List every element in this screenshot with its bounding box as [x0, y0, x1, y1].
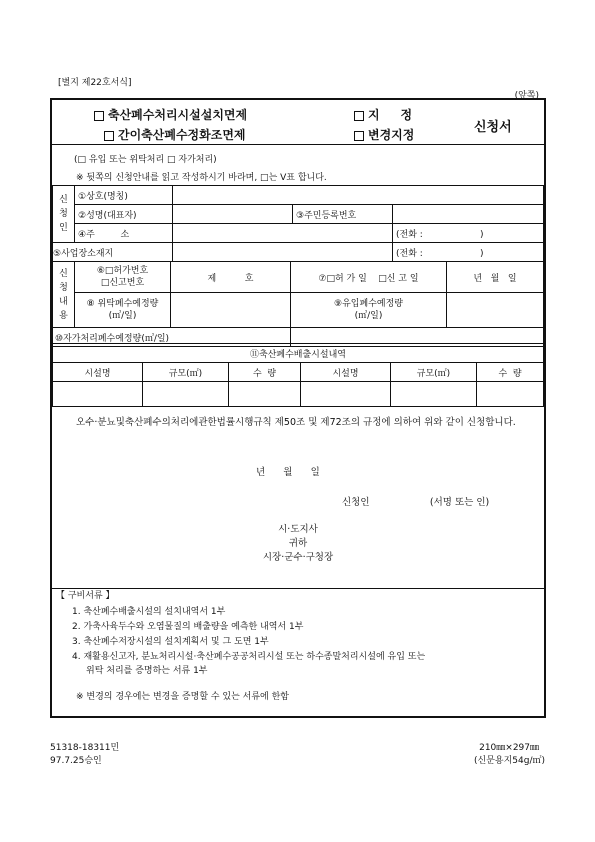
facility-cell[interactable] — [301, 382, 391, 407]
facility-header-qty: 수 량 — [229, 363, 301, 382]
facility-table — [52, 343, 544, 407]
self-treatment-label: ⑩자가처리폐수예정량(㎥/일) — [53, 328, 291, 347]
footer-form-code: 51318-18311민 — [50, 743, 120, 753]
address-field[interactable] — [173, 224, 393, 243]
facility-header-name: 시설명 — [53, 363, 143, 382]
checkbox-icon[interactable] — [354, 111, 364, 121]
business-name-field[interactable] — [173, 186, 544, 205]
permit-date-label: ⑦□허 가 일 □신 고 일 — [291, 262, 447, 293]
applicant-group-label: 신 청 인 — [53, 186, 75, 243]
permit-date-field[interactable]: 년 월 일 — [447, 262, 544, 293]
required-doc-item: 1. 축산폐수배출시설의 설치내역서 1부 — [72, 607, 226, 617]
processing-type-line: (□ 유입 또는 위탁처리 □ 자가처리) — [74, 155, 217, 165]
permit-number-field[interactable]: 제 호 — [171, 262, 291, 293]
recipient-sigungu: 시장·군수·구청장 — [262, 552, 334, 563]
checkbox-icon[interactable] — [104, 131, 114, 141]
required-documents-section — [52, 588, 544, 717]
site-phone-field[interactable]: (전화 : ) — [393, 243, 544, 262]
applicant-signature[interactable]: 신청인 (서명 또는 인) — [342, 497, 490, 508]
option-change[interactable]: 변경지정 — [354, 126, 414, 143]
instruction-note: ※ 뒷쪽의 신청안내를 읽고 작성하시기 바라며, □는 V표 합니다. — [76, 173, 327, 183]
content-group-label: 신 청 내 용 — [53, 262, 75, 328]
recipient-sido: 시·도지사 — [278, 524, 318, 535]
facility-header-size: 규모(㎡) — [143, 363, 229, 382]
facility-title: ⑪축산폐수배출시설내역 — [53, 344, 544, 363]
permit-number-label: ⑥□허가번호 □신고번호 — [75, 262, 171, 293]
footer-approval: 97.7.25승인 — [50, 756, 102, 766]
declaration-date: 년 월 일 — [256, 467, 320, 478]
checkbox-icon[interactable] — [94, 111, 104, 121]
required-documents-title: 【 구비서류 】 — [56, 591, 115, 601]
facility-cell[interactable] — [477, 382, 544, 407]
required-doc-item: 3. 축산폐수저장시설의 설치계획서 및 그 도면 1부 — [72, 637, 269, 647]
facility-header-name: 시설명 — [301, 363, 391, 382]
form-header — [52, 100, 544, 145]
address-phone-field[interactable]: (전화 : ) — [393, 224, 544, 243]
facility-header-qty: 수 량 — [477, 363, 544, 382]
document-title: 신청서 — [474, 120, 512, 135]
form-number-label: [별지 제22호서식] — [58, 78, 132, 88]
representative-field[interactable] — [173, 205, 293, 224]
checkbox-icon[interactable] — [354, 131, 364, 141]
rrn-label: ③주민등록번호 — [293, 205, 393, 224]
option-designation[interactable]: 지 정 — [354, 106, 412, 123]
applicant-table — [52, 185, 544, 262]
required-doc-item-continued: 위탁 처리를 증명하는 서류 1부 — [86, 666, 208, 676]
option-simple-exemption[interactable]: 간이축산폐수정화조면제 — [104, 126, 246, 143]
facility-header-size: 규모(㎡) — [391, 363, 477, 382]
required-doc-item: 2. 가축사육두수와 오염물질의 배출량을 예측한 내역서 1부 — [72, 622, 304, 632]
footer-paper-type: (신문용지54g/㎡) — [474, 756, 545, 766]
change-note: ※ 변경의 경우에는 변경을 증명할 수 있는 서류에 한함 — [76, 692, 290, 702]
side-label: (앞쪽) — [514, 91, 539, 101]
request-content-table — [52, 261, 544, 347]
option-exemption[interactable]: 축산폐수처리시설설치면제 — [94, 106, 247, 123]
required-doc-item: 4. 재활용신고자, 분뇨처리시설·축산폐수공공처리시설 또는 하수종말처리시설에 유입 또는 — [72, 652, 426, 662]
entrust-wastewater-field[interactable] — [171, 293, 291, 328]
site-location-field[interactable] — [173, 243, 393, 262]
facility-cell[interactable] — [229, 382, 301, 407]
representative-label: ②성명(대표자) — [75, 205, 173, 224]
address-label: ④주 소 — [75, 224, 173, 243]
footer-paper-size: 210㎜×297㎜ — [479, 743, 539, 753]
declaration-text: 오수·분뇨및축산폐수의처리에관한법률시행규칙 제50조 및 제72조의 규정에 의하여 위와 같이 신청합니다. — [76, 417, 516, 428]
facility-cell[interactable] — [143, 382, 229, 407]
facility-cell[interactable] — [391, 382, 477, 407]
business-name-label: ①상호(명칭) — [75, 186, 173, 205]
entrust-wastewater-label: ⑧ 위탁폐수예정량 (㎥/일) — [75, 293, 171, 328]
recipient-honorific: 귀하 — [288, 538, 308, 549]
inflow-wastewater-field[interactable] — [447, 293, 544, 328]
site-location-label: ⑤사업장소재지 — [53, 243, 173, 262]
inflow-wastewater-label: ⑨유입폐수예정량 (㎥/일) — [291, 293, 447, 328]
facility-cell[interactable] — [53, 382, 143, 407]
rrn-field[interactable] — [393, 205, 544, 224]
